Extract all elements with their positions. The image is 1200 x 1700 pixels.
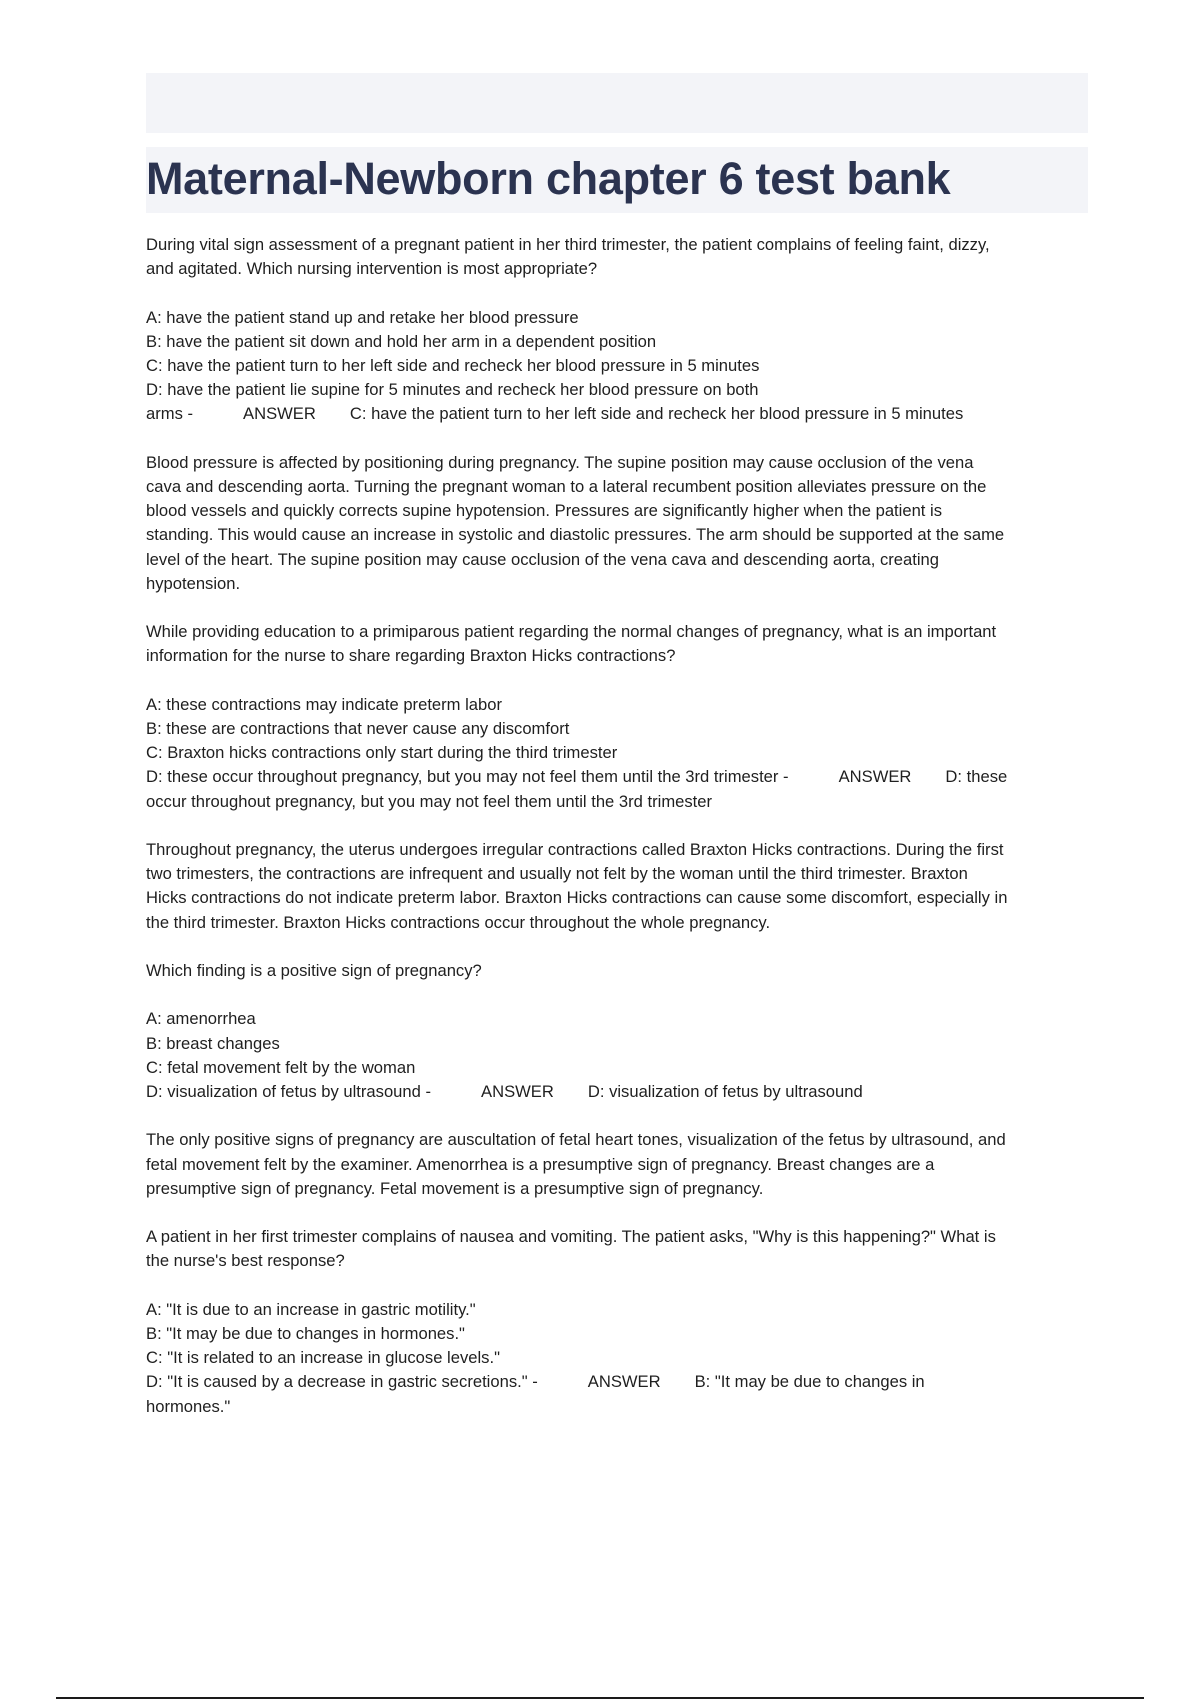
answer-label: ANSWER: [838, 767, 912, 787]
text-line: Blood pressure is affected by positioning during pregnancy. The supine position may cause occlusion of the vena: [146, 452, 974, 472]
answer-text: D: visualization of fetus by ultrasound: [587, 1082, 863, 1101]
answer-label: ANSWER: [587, 1372, 661, 1392]
text-line: While providing education to a primiparous patient regarding the normal changes of pregnancy, what is an important: [146, 622, 997, 642]
text-line: information for the nurse to share regarding Braxton Hicks contractions?: [146, 646, 676, 666]
option-b: B: these are contractions that never cause any discomfort: [146, 719, 570, 738]
question-1-stem: [146, 233, 1091, 281]
answer-line: [146, 1370, 1091, 1394]
question-1-options: [146, 306, 1091, 427]
text-line: A patient in her first trimester complains of nausea and vomiting. The patient asks, "Why is this happening?" What is: [146, 1227, 996, 1247]
question-4-options: [146, 1298, 1091, 1419]
option-b: B: have the patient sit down and hold her arm in a dependent position: [146, 331, 657, 351]
text-line: presumptive sign of pregnancy. Fetal movement is a presumptive sign of pregnancy.: [146, 1178, 764, 1198]
footer-rule: [56, 1697, 1144, 1699]
text-line: fetal movement felt by the examiner. Amenorrhea is a presumptive sign of pregnancy. Breast changes are a: [146, 1154, 935, 1174]
answer-line: [146, 402, 1091, 426]
text-line: level of the heart. The supine position may cause occlusion of the vena cava and descending aorta, creating: [146, 549, 940, 569]
option-a: A: amenorrhea: [146, 1009, 256, 1029]
answer-text: B: "It may be due to changes in: [694, 1372, 925, 1392]
text-line: standing. This would cause an increase in systolic and diastolic pressures. The arm should be supported at the same: [146, 525, 1005, 545]
question-2-rationale: [146, 838, 1091, 935]
question-2-options: [146, 693, 1091, 814]
question-2-stem: [146, 620, 1091, 668]
page-title: Maternal-Newborn chapter 6 test bank: [146, 153, 951, 204]
option-d: D: visualization of fetus by ultrasound -: [146, 1082, 432, 1101]
option-d: D: "It is caused by a decrease in gastric secretions." -: [146, 1372, 538, 1392]
text-line: During vital sign assessment of a pregnant patient in her third trimester, the patient complains of feeling faint, dizzy,: [146, 235, 990, 254]
text-line: the nurse's best response?: [146, 1251, 345, 1271]
answer-line: [146, 1080, 1091, 1104]
text-line: The only positive signs of pregnancy are auscultation of fetal heart tones, visualization of the fetus by ultrasound, and: [146, 1130, 1006, 1150]
answer-text: C: have the patient turn to her left side and recheck her blood pressure in 5 minutes: [349, 404, 964, 424]
text-line: two trimesters, the contractions are infrequent and usually not felt by the woman until the third trimester. Braxton: [146, 864, 968, 884]
header-band: [146, 73, 1088, 133]
answer-line: [146, 765, 1091, 789]
answer-label: ANSWER: [481, 1082, 554, 1101]
text-line: the third trimester. Braxton Hicks contractions occur throughout the whole pregnancy.: [146, 912, 771, 932]
option-c: C: "It is related to an increase in glucose levels.": [146, 1348, 500, 1368]
text-line: Hicks contractions do not indicate preterm labor. Braxton Hicks contractions can cause some discomfort, especially in: [146, 888, 1008, 908]
question-4-stem: [146, 1225, 1091, 1273]
answer-continued: hormones.": [146, 1396, 231, 1416]
option-d-continued: arms -: [146, 404, 194, 424]
answer-text: D: these: [945, 767, 1008, 787]
question-3-stem: [146, 959, 1091, 983]
answer-continued: occur throughout pregnancy, but you may not feel them until the 3rd trimester: [146, 791, 713, 811]
document-body: [146, 233, 1091, 1443]
question-1-rationale: [146, 451, 1091, 596]
option-d: D: these occur throughout pregnancy, but you may not feel them until the 3rd trimester -: [146, 767, 789, 787]
option-c: C: have the patient turn to her left side and recheck her blood pressure in 5 minutes: [146, 356, 760, 375]
text-line: Which finding is a positive sign of pregnancy?: [146, 961, 482, 980]
text-line: hypotension.: [146, 573, 241, 593]
option-a: A: have the patient stand up and retake her blood pressure: [146, 307, 579, 327]
text-line: cava and descending aorta. Turning the pregnant woman to a lateral recumbent position alleviates pressure on the: [146, 477, 987, 496]
option-c: C: Braxton hicks contractions only start during the third trimester: [146, 743, 618, 763]
text-line: and agitated. Which nursing intervention is most appropriate?: [146, 259, 598, 279]
option-c: C: fetal movement felt by the woman: [146, 1057, 416, 1077]
text-line: blood vessels and quickly corrects supine hypotension. Pressures are significantly higher when the patient is: [146, 501, 943, 521]
option-a: A: these contractions may indicate preterm labor: [146, 694, 503, 714]
option-b: B: "It may be due to changes in hormones.": [146, 1323, 465, 1343]
question-3-options: [146, 1007, 1091, 1104]
question-3-rationale: [146, 1128, 1091, 1201]
text-line: Throughout pregnancy, the uterus undergoes irregular contractions called Braxton Hicks contractions. During the first: [146, 840, 1004, 859]
option-a: A: "It is due to an increase in gastric motility.": [146, 1299, 476, 1319]
option-d: D: have the patient lie supine for 5 minutes and recheck her blood pressure on both: [146, 380, 759, 400]
option-b: B: breast changes: [146, 1033, 280, 1053]
answer-label: ANSWER: [243, 404, 316, 424]
